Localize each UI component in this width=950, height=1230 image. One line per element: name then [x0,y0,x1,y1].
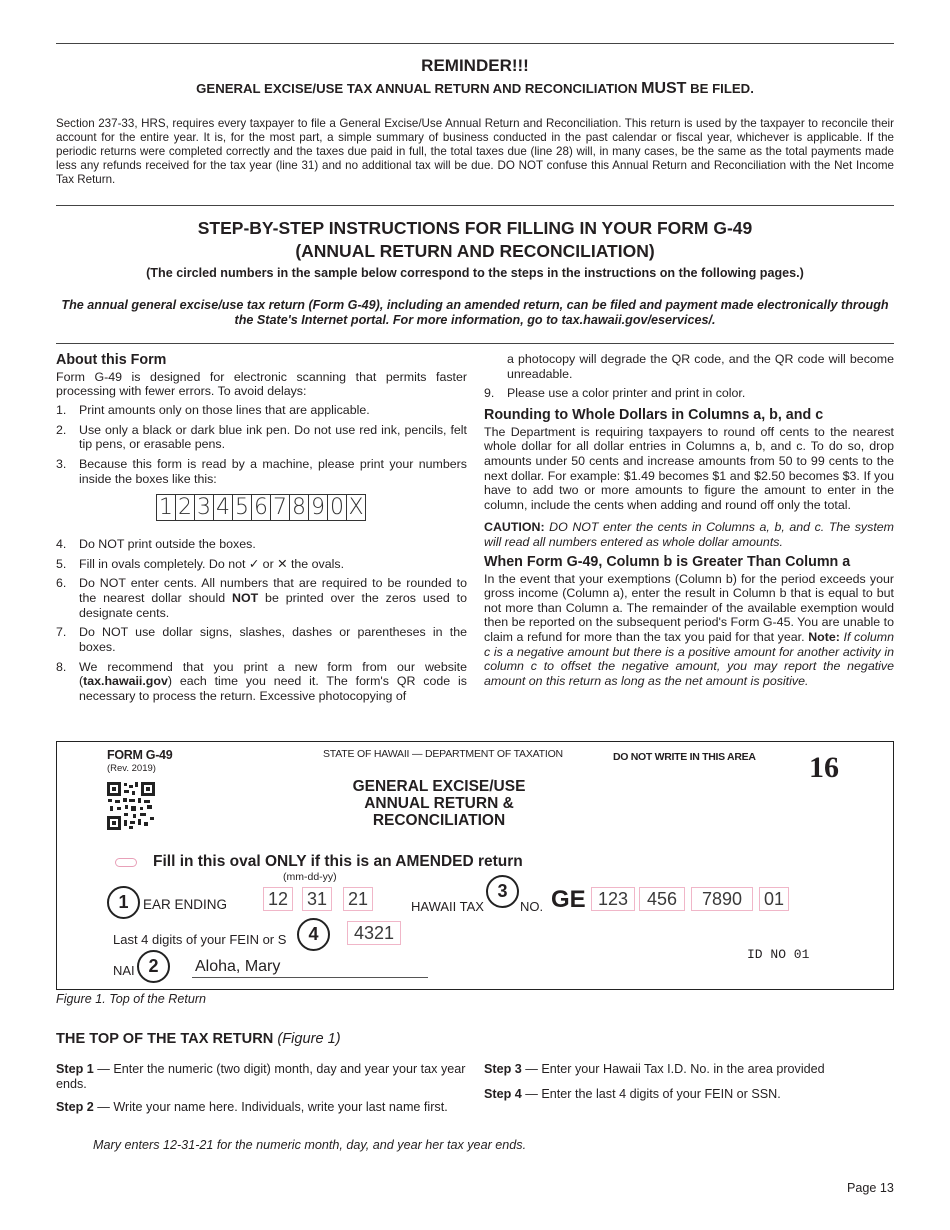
reminder-subtitle: GENERAL EXCISE/USE TAX ANNUAL RETURN AND RECONCILIATION MUST BE FILED. [196,80,754,97]
list-item: 6. Do NOT enter cents. All numbers that are required to be rounded to the nearest dollar should NOT be printed over the zeros used to designate cents. [56,576,467,620]
example-note: Mary enters 12-31-21 for the numeric month, day, and year her tax year ends. [93,1138,527,1152]
name-value[interactable]: Aloha, Mary [195,958,281,975]
figure-caption: Figure 1. Top of the Return [56,992,207,1006]
about-list-right [484,352,894,401]
about-list-continued [56,537,467,703]
ge-prefix: GE [551,886,586,913]
list-item: 5. Fill in ovals completely. Do not ✓ or ✕ the ovals. [56,556,345,571]
id-number: ID NO 01 [747,947,810,962]
website-link: tax.hawaii.gov [83,674,168,689]
right-column [484,352,894,689]
list-item: 7. Do NOT use dollar signs, slashes, dashes or parentheses in the boxes. [56,625,467,654]
name-label: NAI [113,963,135,978]
amended-oval[interactable] [115,858,137,867]
circled-numbers-note: (The circled numbers in the sample below correspond to the steps in the instructions on the following pages.) [146,266,804,280]
list-item: 1. Print amounts only on those lines that are applicable. [56,403,370,418]
fein-label: Last 4 digits of your FEIN or S [113,932,287,947]
month-box[interactable]: 12 [263,887,293,911]
digit-box: X [346,494,366,521]
step-2: Step 2 — Write your name here. Individuals, write your last name first. [56,1100,448,1114]
qr-code-icon [107,782,155,830]
about-intro: Form G-49 is designed for electronic scanning that permits faster processing with fewer errors. To avoid delays: [56,369,467,399]
step-circle-2: 2 [137,950,170,983]
digit-box: 2 [175,494,195,521]
step-circle-3: 3 [486,875,519,908]
list-item: a photocopy will degrade the QR code, and the QR code will become unreadable. [507,352,894,381]
step-circle-1: 1 [107,886,140,919]
column-b-heading: When Form G-49, Column b is Greater Than Column a [484,553,851,570]
about-heading: About this Form [56,352,167,368]
digit-box: 0 [327,494,347,521]
step-1: Step 1 — Enter the numeric (two digit) month, day and year your tax year ends. [56,1062,466,1091]
date-format-label: (mm-dd-yy) [283,871,337,883]
digit-box: 8 [289,494,309,521]
section-rule-2 [56,343,894,344]
list-item: 2. Use only a black or dark blue ink pen. Do not use red ink, pencils, felt tip pens, or erasable pens. [56,422,467,452]
list-item: 8. We recommend that you print a new form from our website (tax.hawaii.gov) each time you need it. The form's QR code is necessary to process the return. Excessive photocopying of [56,659,467,703]
digit-box: 1 [156,494,176,521]
rounding-body: The Department is requiring taxpayers to round off cents to the nearest whole dollar for all dollar entries in Columns a, b, and c. To do so, drop amounts under 50 cents and increase amounts from 50 to 99 cents to the next dollar. For example: $1.49 becomes $1 and $2.50 becomes $3. If you have to add two or more amounts to figure the amount to enter in the column, include the cents when adding and round off only the total. [484,424,894,512]
tax-id-box-3[interactable]: 7890 [691,887,753,911]
rounding-heading: Rounding to Whole Dollars in Columns a, b, and c [484,406,824,423]
list-item: 9. Please use a color printer and print in color. [484,386,746,401]
do-not-write-label: DO NOT WRITE IN THIS AREA [613,751,756,763]
page-number: Page 13 [847,1181,894,1195]
section-rule [56,205,894,206]
digit-box: 6 [251,494,271,521]
column-b-body: In the event that your exemptions (Column b) for the period exceeds your gross income (Column a), enter the result in Column b that is equal to but not more than Column a. The remainder of the available exemption would then be reported on the subsequent period's Form G-45. You are unable to claim a refund for more than the tax you paid for that year. Note: If column c is a negative amount but there is a positive amount for another activity in column c to offset the negative amount, you may report the negative amount on this return as long as the net amount is positive. [484,571,894,688]
left-column [56,352,467,708]
digit-box: 4 [213,494,233,521]
step-4: Step 4 — Enter the last 4 digits of your FEIN or SSN. [484,1087,781,1101]
fein-box[interactable]: 4321 [347,921,401,945]
form-number: 16 [809,751,839,784]
step-3: Step 3 — Enter your Hawaii Tax I.D. No. in the area provided [484,1062,825,1076]
instructions-title: STEP-BY-STEP INSTRUCTIONS FOR FILLING IN YOUR FORM G-49 (ANNUAL RETURN AND RECONCILIATION) [197,218,753,261]
tax-id-box-4[interactable]: 01 [759,887,789,911]
digit-box: 5 [232,494,252,521]
state-department: STATE OF HAWAII — DEPARTMENT OF TAXATION [323,748,563,760]
digit-box: 3 [194,494,214,521]
step-circle-4: 4 [297,918,330,951]
day-box[interactable]: 31 [302,887,332,911]
form-sample-figure [56,741,894,990]
tax-id-box-1[interactable]: 123 [591,887,635,911]
name-underline [192,977,428,978]
form-id: FORM G-49 [107,748,173,762]
about-list [56,403,467,486]
year-box[interactable]: 21 [343,887,373,911]
form-revision: (Rev. 2019) [107,763,156,774]
year-ending-label: EAR ENDING [143,897,228,912]
form-title: GENERAL EXCISE/USE ANNUAL RETURN & RECONCILIATION [352,778,526,830]
caution-note: CAUTION: DO NOT enter the cents in Columns a, b, and c. The system will read all numbers entered as whole dollar amounts. [484,520,894,550]
top-rule [56,43,894,44]
list-item: 4. Do NOT print outside the boxes. [56,537,256,552]
reminder-title: REMINDER!!! [421,56,529,75]
top-section-title: THE TOP OF THE TAX RETURN (Figure 1) [56,1031,341,1047]
efile-note: The annual general excise/use tax return (Form G-49), including an amended return, can be filed and payment made electronically through the State's Internet portal. For more information, go to tax.hawaii.gov/eservices/. [61,298,889,328]
tax-id-label: HAWAII TAX NO. [411,899,544,914]
tax-id-box-2[interactable]: 456 [639,887,685,911]
list-item: 3. Because this form is read by a machine, please print your numbers inside the boxes like this: [56,456,467,486]
amended-label: Fill in this oval ONLY if this is an AMENDED return [153,853,523,870]
digit-box: 9 [308,494,328,521]
sample-digit-boxes [56,494,467,521]
reminder-body: Section 237-33, HRS, requires every taxpayer to file a General Excise/Use Annual Return and Reconciliation. This return is used by the taxpayer to reconcile their account for the entire year. It is, for the most part, a simple summary of business conducted in the past calendar or fiscal year, whichever is applicable. If the periodic returns were completed correctly and the taxes due paid in full, the total taxes due (line 28) will, in many cases, be the same as the total payments made less any refunds received for the tax year (line 31) and no additional tax will be due. DO NOT confuse this Annual Return and Reconciliation with the Net Income Tax Return. [56,117,894,186]
digit-box: 7 [270,494,290,521]
